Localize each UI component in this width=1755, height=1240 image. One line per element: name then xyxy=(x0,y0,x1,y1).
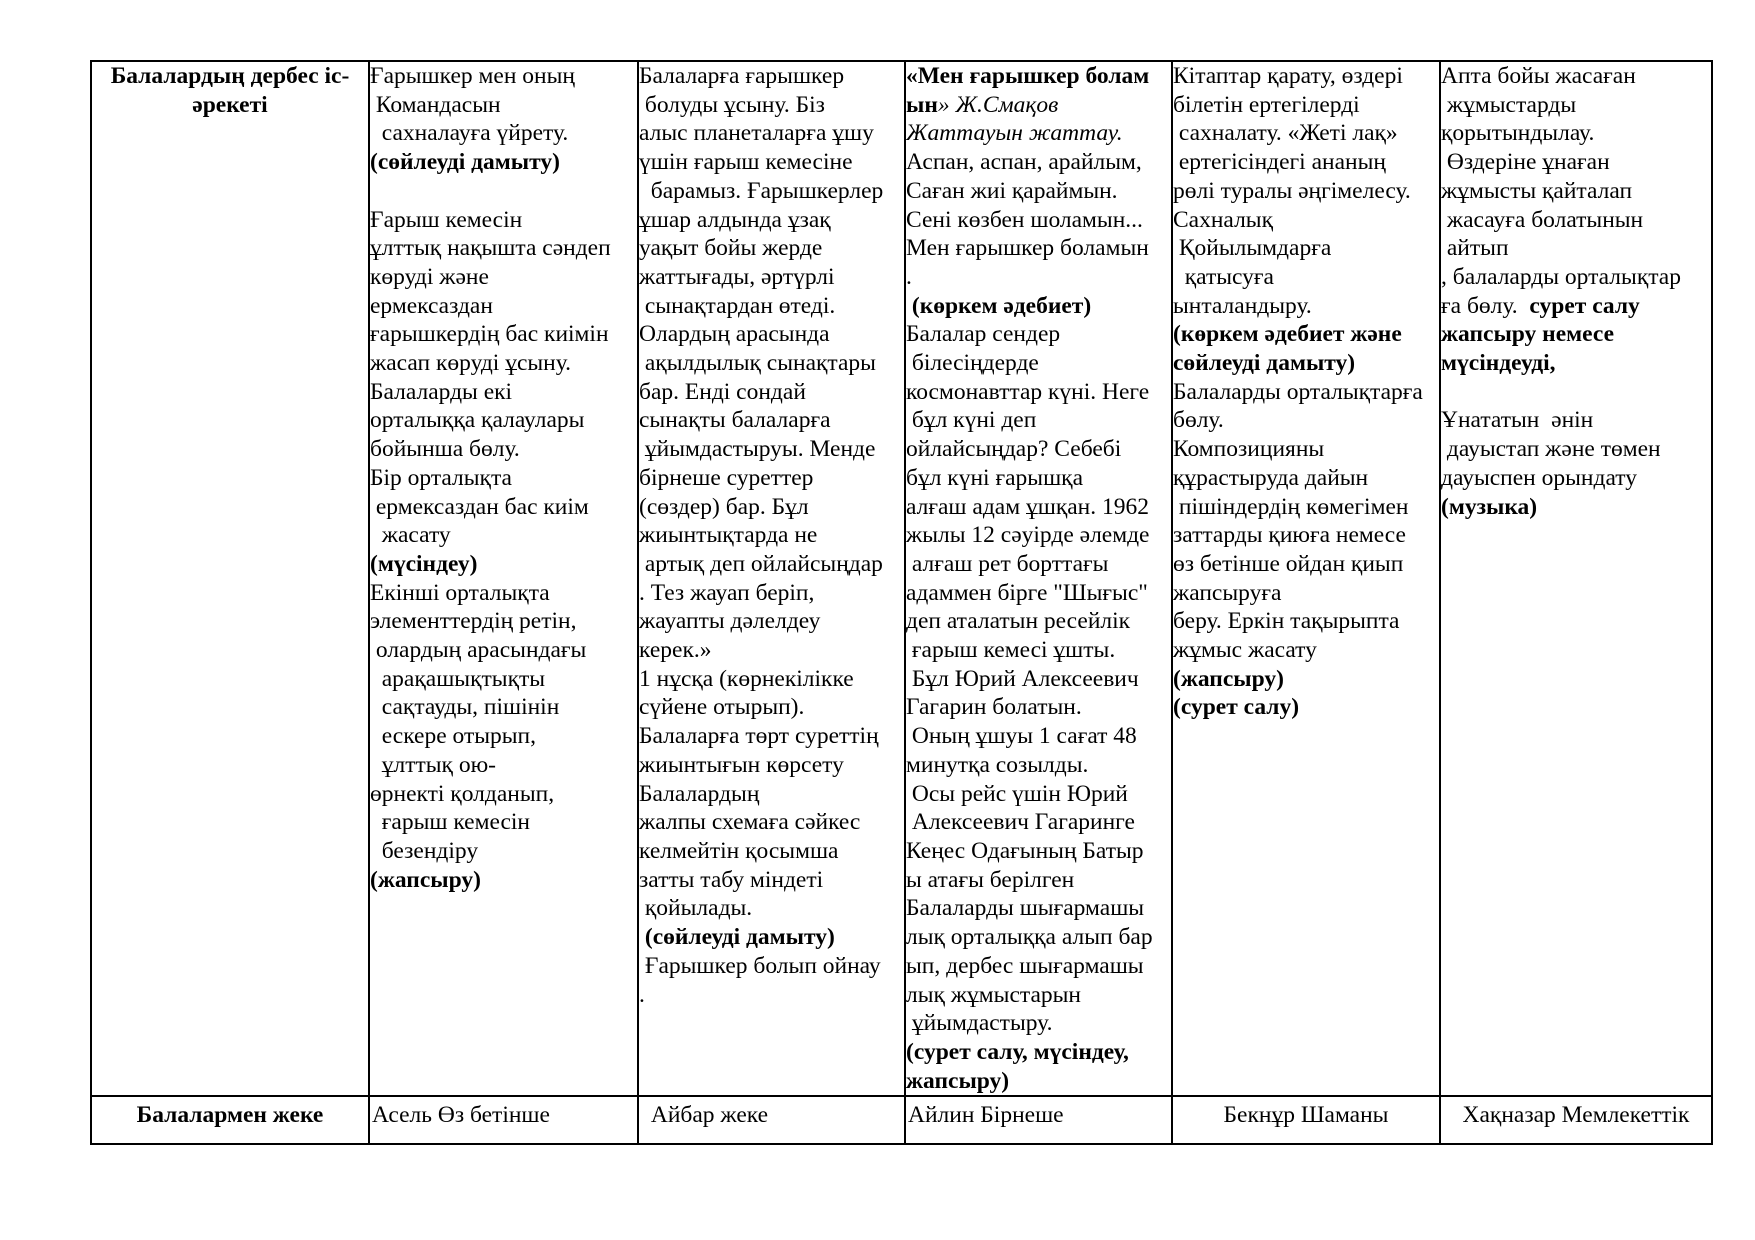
cell-line: алғаш рет борттағы xyxy=(906,550,1109,577)
cell-line: (сөйлеуді дамыту) xyxy=(370,149,560,176)
cell-line: ғарышкердің бас киімін xyxy=(370,321,609,348)
individual-work-row xyxy=(91,1096,1712,1144)
cell-line: Бір орталықта xyxy=(370,464,512,491)
cell-line: өз бетінше ойдан қиып xyxy=(1173,550,1404,577)
cell-line: , балаларды орталықтар xyxy=(1441,263,1681,290)
row-label-line: әрекеті xyxy=(192,91,268,118)
cell-line: Олардың арасында xyxy=(639,321,830,348)
cell-line: (музыка) xyxy=(1441,493,1538,520)
cell-line: Екінші орталықта xyxy=(370,579,550,606)
cell-line: рөлі туралы әңгімелесу. xyxy=(1173,177,1411,204)
cell-line: жиынтығын көрсету xyxy=(639,751,844,778)
cell-line: жылы 12 сәуірде әлемде xyxy=(906,522,1150,549)
cell-line: Сахналық xyxy=(1173,206,1274,233)
cell-line: (жапсыру) xyxy=(1173,665,1284,692)
cell-line: ұйымдастыруы. Менде xyxy=(639,436,876,463)
cell-line: заттарды қиюға немесе xyxy=(1173,522,1406,549)
cell-line: өрнекті қолданып, xyxy=(370,780,555,807)
day4-cell xyxy=(1172,61,1440,1096)
cell-line-part: ын xyxy=(906,91,938,118)
lesson-plan-table xyxy=(90,60,1713,1145)
cell-line: бұл күні деп xyxy=(906,407,1037,434)
cell-line: жапсыру немесе xyxy=(1441,321,1615,348)
row-label-line: Балалардың дербес іс- xyxy=(110,63,350,89)
row-label-independent-activity xyxy=(91,61,369,1096)
cell-line: Аспан, аспан, арайлым, xyxy=(906,149,1142,176)
cell-line: Сені көзбен шоламын... xyxy=(906,206,1143,233)
cell-line: Балаларға ғарышкер xyxy=(639,63,845,89)
cell-line: Қойылымдарға xyxy=(1173,235,1332,262)
cell-line: ғарыш кемесі ұшты. xyxy=(906,637,1116,664)
cell-line: алыс планеталарға ұшу xyxy=(639,120,874,147)
cell-line: Кітаптар қарату, өздері xyxy=(1173,63,1403,89)
cell-line: алғаш адам ұшқан. 1962 xyxy=(906,493,1149,520)
cell-line: қатысуға xyxy=(1173,263,1274,290)
cell-line: дауыспен орындату xyxy=(1441,464,1637,491)
cell-line xyxy=(1441,292,1711,321)
cell-line: жасату xyxy=(370,522,451,549)
cell-line: ұлттық нақышта сәндеп xyxy=(370,235,611,262)
cell-line: бірнеше суреттер xyxy=(639,464,814,491)
cell-line xyxy=(1441,378,1711,407)
cell-line: пішіндердің көмегімен xyxy=(1173,493,1409,520)
cell-line: жасап көруді ұсыну. xyxy=(370,350,572,377)
day3-cell xyxy=(905,61,1172,1096)
cell-line: сынақтардан өтеді. xyxy=(639,292,836,319)
cell-line: сүйене отырып). xyxy=(639,694,805,721)
cell-line: ұшар алдында ұзақ xyxy=(639,206,831,233)
cell-line: жауапты дәлелдеу xyxy=(639,608,821,635)
cell-line: затты табу міндеті xyxy=(639,866,824,893)
cell-line: жаттығады, әртүрлі xyxy=(639,263,835,290)
cell-line: көруді және xyxy=(370,263,489,290)
cell-line: (сөйлеуді дамыту) xyxy=(639,924,835,951)
cell-line: 1 нұсқа (көрнекілікке xyxy=(639,665,854,692)
cell-line: келмейтін қосымша xyxy=(639,837,839,864)
cell-line: адаммен бірге "Шығыс" xyxy=(906,579,1148,606)
cell-line: (сурет салу) xyxy=(1173,694,1300,721)
cell-line: керек.» xyxy=(639,637,712,664)
cell-line: бойынша бөлу. xyxy=(370,436,520,463)
individual-day4-cell: Бекнұр Шаманы xyxy=(1172,1096,1440,1144)
cell-line: ертегісіндегі ананың xyxy=(1173,149,1386,176)
cell-line: Ғарыш кемесін xyxy=(370,206,523,233)
cell-line: Бұл Юрий Алексеевич xyxy=(906,665,1139,692)
cell-line: «Мен ғарышкер болам xyxy=(906,63,1150,89)
cell-line: қорытындылау. xyxy=(1441,120,1595,147)
cell-line: элементтердің ретін, xyxy=(370,608,577,635)
cell-line: сахналату. «Жеті лақ» xyxy=(1173,120,1398,147)
individual-day3-cell: Айлин Бірнеше xyxy=(905,1096,1172,1144)
individual-day1-cell: Асель Өз бетінше xyxy=(369,1096,638,1144)
cell-line: (көркем әдебиет) xyxy=(906,292,1092,319)
cell-line: дауыстап және төмен xyxy=(1441,436,1661,463)
cell-line: білесіңдерде xyxy=(906,350,1039,377)
day2-cell xyxy=(638,61,905,1096)
cell-line: олардың арасындағы xyxy=(370,637,587,664)
cell-line xyxy=(370,177,637,206)
cell-line: лық орталыққа алып бар xyxy=(906,924,1153,951)
cell-line: бұл күні ғарышқа xyxy=(906,464,1084,491)
cell-line: ы атағы берілген xyxy=(906,866,1075,893)
cell-line: үшін ғарыш кемесіне xyxy=(639,149,853,176)
cell-line: бөлу. xyxy=(1173,407,1224,434)
cell-line: жапсыру) xyxy=(906,1067,1010,1094)
cell-line: Командасын xyxy=(370,91,501,118)
cell-line: Балалар сендер xyxy=(906,321,1061,348)
cell-line: жұмысты қайталап xyxy=(1441,177,1633,204)
individual-day2-cell: Айбар жеке xyxy=(638,1096,905,1144)
cell-line: Балаларды екі xyxy=(370,378,513,405)
cell-line: Алексеевич Гагаринге xyxy=(906,809,1135,836)
cell-line: беру. Еркін тақырыпта xyxy=(1173,608,1400,635)
cell-line: (мүсіндеу) xyxy=(370,550,478,577)
cell-line: деп аталатын ресейлік xyxy=(906,608,1131,635)
cell-line: ұйымдастыру. xyxy=(906,1010,1053,1037)
cell-line: Осы рейс үшін Юрий xyxy=(906,780,1128,807)
cell-line: Жаттауын жаттау. xyxy=(906,120,1123,147)
individual-day5-cell: Хақназар Мемлекеттік xyxy=(1440,1096,1712,1144)
cell-line: ермексаздан бас киім xyxy=(370,493,589,520)
cell-line: (сөздер) бар. Бұл xyxy=(639,493,809,520)
cell-line: минутқа созылды. xyxy=(906,751,1089,778)
cell-line: ғарыш кемесін xyxy=(370,809,531,836)
cell-line: білетін ертегілерді xyxy=(1173,91,1360,118)
cell-line: ескере отырып, xyxy=(370,723,537,750)
cell-line-part: » Ж.Смақов xyxy=(937,91,1059,118)
cell-line: мүсіндеуді, xyxy=(1441,350,1556,377)
cell-line: сөйлеуді дамыту) xyxy=(1173,350,1356,377)
day5-cell xyxy=(1440,61,1712,1096)
cell-line: Балаларға төрт суреттің xyxy=(639,723,879,750)
cell-line: космонавттар күні. Неге xyxy=(906,378,1150,405)
cell-line: жапсыруға xyxy=(1173,579,1282,606)
cell-line: (жапсыру) xyxy=(370,866,481,893)
cell-line: жалпы схемаға сәйкес xyxy=(639,809,861,836)
cell-line: Ғарышкер болып ойнау xyxy=(639,952,881,979)
cell-line: болуды ұсыну. Біз xyxy=(639,91,825,118)
cell-line: . Тез жауап беріп, xyxy=(639,579,815,606)
cell-line-part: ға бөлу. xyxy=(1441,292,1530,319)
cell-line: (сурет салу, мүсіндеу, xyxy=(906,1038,1129,1065)
cell-line: сахналауға үйрету. xyxy=(370,120,569,147)
cell-line: ермексаздан xyxy=(370,292,493,319)
cell-line: . xyxy=(906,263,912,290)
cell-line: Ұнататын әнін xyxy=(1441,407,1594,434)
cell-line: ып, дербес шығармашы xyxy=(906,952,1144,979)
cell-line: Өздеріне ұнаған xyxy=(1441,149,1610,176)
row-label-individual-work: Балалармен жеке xyxy=(91,1096,369,1144)
cell-line: . xyxy=(639,981,645,1008)
cell-line: жұмыс жасату xyxy=(1173,637,1317,664)
cell-line: Апта бойы жасаған xyxy=(1441,63,1636,89)
cell-line: жиынтықтарда не xyxy=(639,522,818,549)
independent-activity-row xyxy=(91,61,1712,1096)
cell-line: Саған жиі қараймын. xyxy=(906,177,1118,204)
cell-line xyxy=(906,91,1171,120)
cell-line: Композицияны xyxy=(1173,436,1325,463)
cell-line: ойлайсыңдар? Себебі xyxy=(906,436,1122,463)
cell-line: Балаларды шығармашы xyxy=(906,895,1145,922)
cell-line: барамыз. Ғарышкерлер xyxy=(639,177,884,204)
cell-line: Гагарин болатын. xyxy=(906,694,1082,721)
cell-line: арақашықтықты xyxy=(370,665,546,692)
cell-line: орталыққа қалаулары xyxy=(370,407,585,434)
cell-line: айтып xyxy=(1441,235,1509,262)
cell-line: ақылдылық сынақтары xyxy=(639,350,876,377)
cell-line: сақтауды, пішінін xyxy=(370,694,560,721)
cell-line: Оның ұшуы 1 сағат 48 xyxy=(906,723,1137,750)
cell-line: артық деп ойлайсыңдар xyxy=(639,550,883,577)
cell-line: Мен ғарышкер боламын xyxy=(906,235,1149,262)
cell-line: уақыт бойы жерде xyxy=(639,235,823,262)
cell-line: қойылады. xyxy=(639,895,753,922)
cell-line: Балаларды орталықтарға xyxy=(1173,378,1423,405)
cell-line: Кеңес Одағының Батыр xyxy=(906,837,1144,864)
cell-line: құрастыруда дайын xyxy=(1173,464,1369,491)
cell-line: Ғарышкер мен оның xyxy=(370,63,575,89)
cell-line: (көркем әдебиет және xyxy=(1173,321,1402,348)
cell-line: ұлттық ою- xyxy=(370,751,496,778)
cell-line: жұмыстарды xyxy=(1441,91,1577,118)
cell-line-part: сурет салу xyxy=(1529,292,1640,319)
cell-line: ынталандыру. xyxy=(1173,292,1312,319)
cell-line: Балалардың xyxy=(639,780,760,807)
cell-line: сынақты балаларға xyxy=(639,407,831,434)
cell-line: безендіру xyxy=(370,837,479,864)
cell-line: жасауға болатынын xyxy=(1441,206,1644,233)
cell-line: бар. Енді сондай xyxy=(639,378,806,405)
cell-line: лық жұмыстарын xyxy=(906,981,1081,1008)
day1-cell xyxy=(369,61,638,1096)
